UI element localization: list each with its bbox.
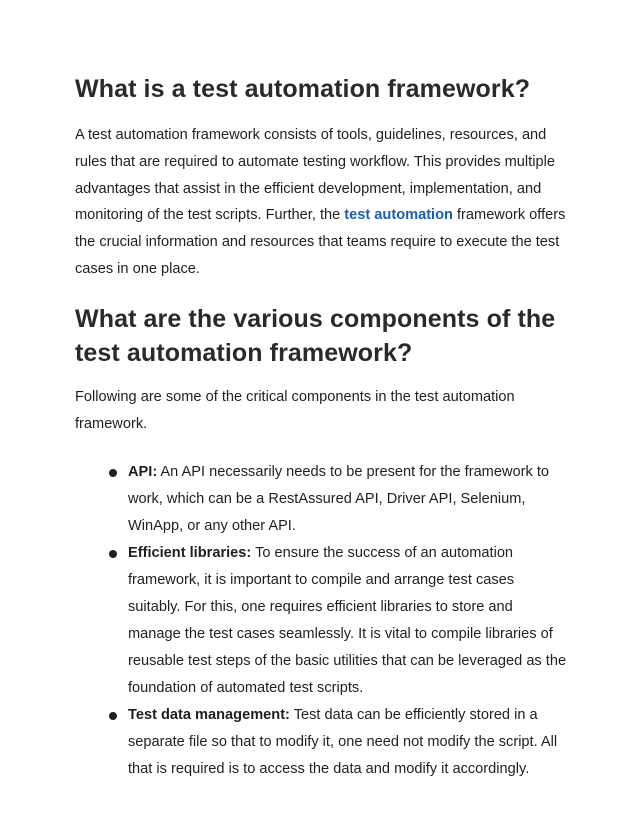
components-list [75,459,568,783]
section-heading-components: What are the various components of the test automation framework? [75,304,556,367]
list-item-term: API: [128,464,158,481]
test-automation-link[interactable]: test automation [344,207,453,224]
list-item-text: Test data can be efficiently stored in a separate file so that to modify it, one need not modify the script. All that is required is to access the data and modify it accordingly. [128,707,558,778]
framework-paragraph-text-end: framework offers the crucial information and resources that teams require to execute the test cases in one place. [75,207,566,277]
list-item-term: Test data management: [128,707,290,724]
list-item [128,459,568,540]
bullet-icon [109,469,117,477]
list-item [128,540,568,702]
list-item-text: An API necessarily needs to be present for the framework to work, which can be a RestAssured API, Driver API, Selenium, WinApp, or any other API. [128,464,549,535]
bullet-icon [109,550,117,558]
bullet-icon [109,712,117,720]
framework-paragraph-text-start: A test automation framework consists of tools, guidelines, resources, and rules that are required to automate testing workflow. This provides multiple advantages that assist in the efficient development, implementation, and monitoring of the test scripts. Further, the [75,127,555,224]
list-item-term: Efficient libraries: [128,545,252,562]
components-intro: Following are some of the critical components in the test automation framework. [75,388,515,432]
section-heading-framework: What is a test automation framework? [75,75,531,103]
list-item-text: To ensure the success of an automation framework, it is important to compile and arrange test cases suitably. For this, one requires efficient libraries to store and manage the test cases seamlessly. It is vital to compile libraries of reusable test steps of the basic utilities that can be leveraged as the foundation of automated test scripts. [128,545,567,697]
list-item [128,702,568,783]
framework-paragraph [75,122,568,283]
